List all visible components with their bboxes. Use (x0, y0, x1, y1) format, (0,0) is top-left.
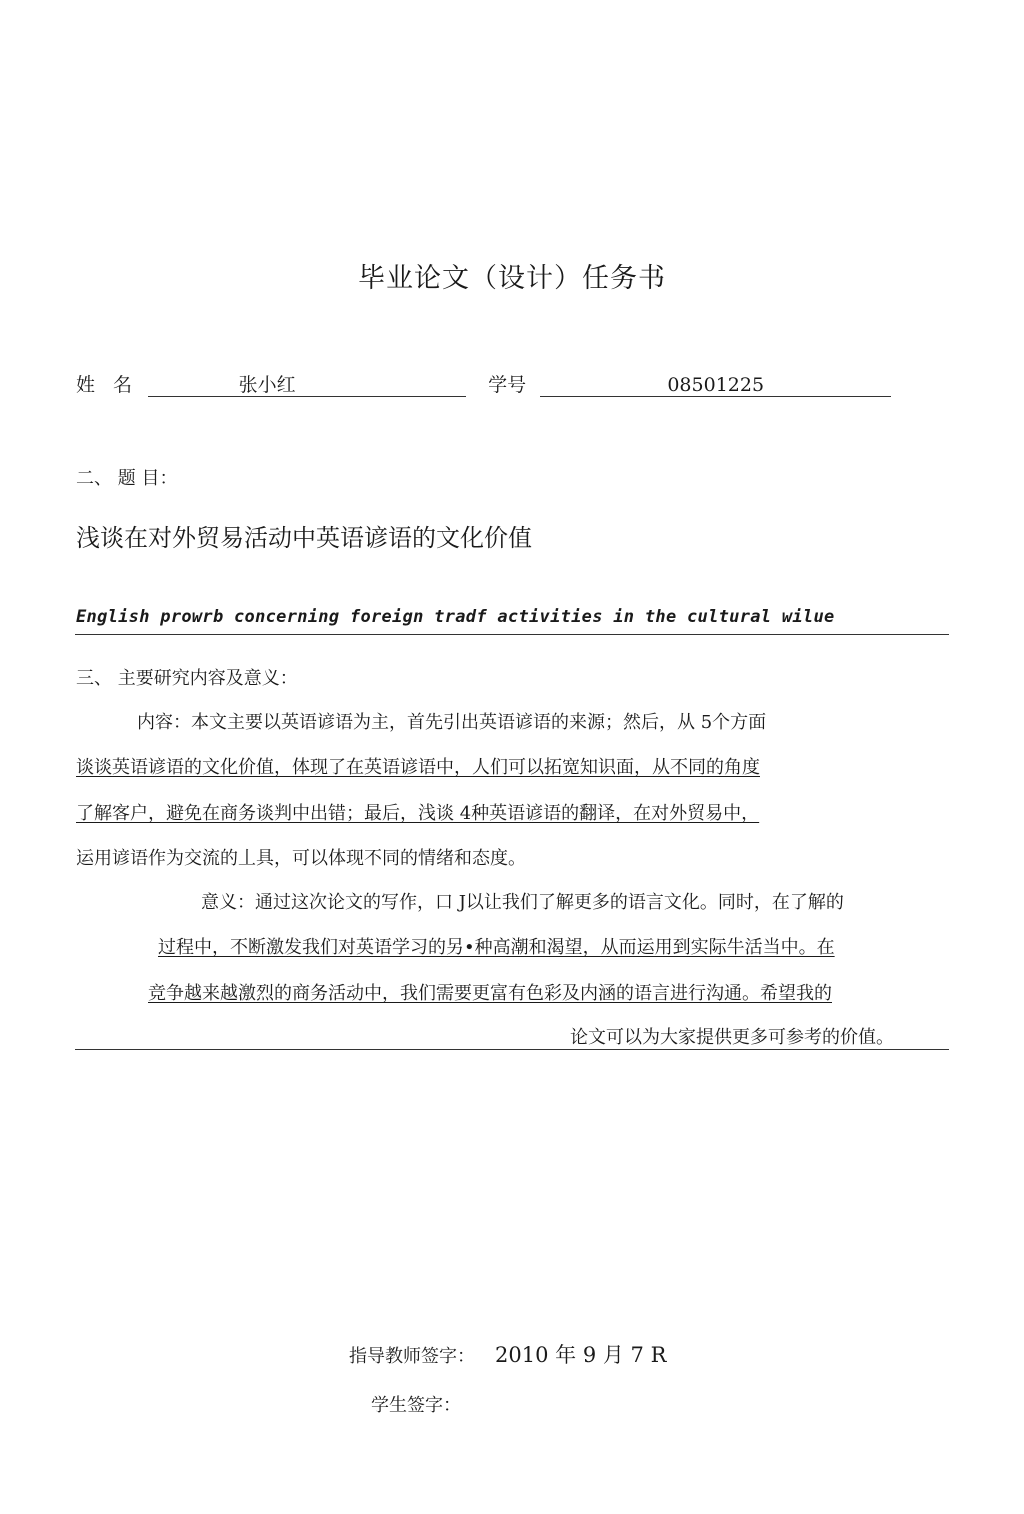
name-field (148, 372, 466, 397)
student-id-value: 08501225 (667, 374, 765, 396)
significance-line-3: 竞争越来越激烈的商务活动中，我们需要更富有色彩及内涵的语言进行沟通。希望我的 (148, 983, 832, 1004)
name-label: 姓 名 (76, 374, 139, 396)
content-line-1: 内容：本文主要以英语谚语为主，首先引出英语谚语的来源；然后，从 5个方面 (137, 712, 767, 733)
signature-date: 2010 年 9 月 7 R (495, 1343, 667, 1367)
research-section-label: 三、 主要研究内容及意义： (76, 668, 298, 689)
document-title: 毕业论文（设计）任务书 (358, 263, 666, 294)
student-id-field (540, 372, 891, 397)
topic-section-label: 二、 题 目： (76, 468, 178, 489)
name-value: 张小红 (238, 374, 296, 396)
content-line-4: 运用谚语作为交流的丄具，可以体现不同的情绪和态度。 (76, 848, 526, 869)
student-info-row (76, 372, 891, 398)
thesis-title-chinese: 浅谈在对外贸易活动中英语谚语的文化价值 (76, 524, 532, 552)
title-underline-rule (75, 634, 949, 635)
content-line-2: 谈谈英语谚语的文化价值，体现了在英语谚语中，人们可以拓宽知识面，从不同的角度 (76, 757, 760, 778)
significance-line-4: 论文可以为大家提供更多可参考的价值。 (570, 1027, 894, 1048)
significance-line-2: 过程中，不断激发我们对英语学习的另•种高潮和渴望，从而运用到实际牛活当中。在 (158, 937, 835, 958)
content-bottom-rule (75, 1049, 949, 1050)
advisor-signature-row (349, 1339, 666, 1369)
thesis-title-english: English prowrb concerning foreign tradf activities in the cultural wilue (76, 607, 835, 627)
student-id-label: 学号 (488, 374, 527, 396)
advisor-signature-label: 指导教师签字： (349, 1346, 475, 1367)
significance-line-1: 意义：通过这次论文的写作，口 J以让我们了解更多的语言文化。同时，在了解的 (201, 892, 844, 913)
student-signature-label: 学生签字： (371, 1395, 461, 1416)
content-line-3: 了解客户，避免在商务谈判中出错；最后，浅谈 4种英语谚语的翻译，在对外贸易中， (76, 803, 760, 824)
